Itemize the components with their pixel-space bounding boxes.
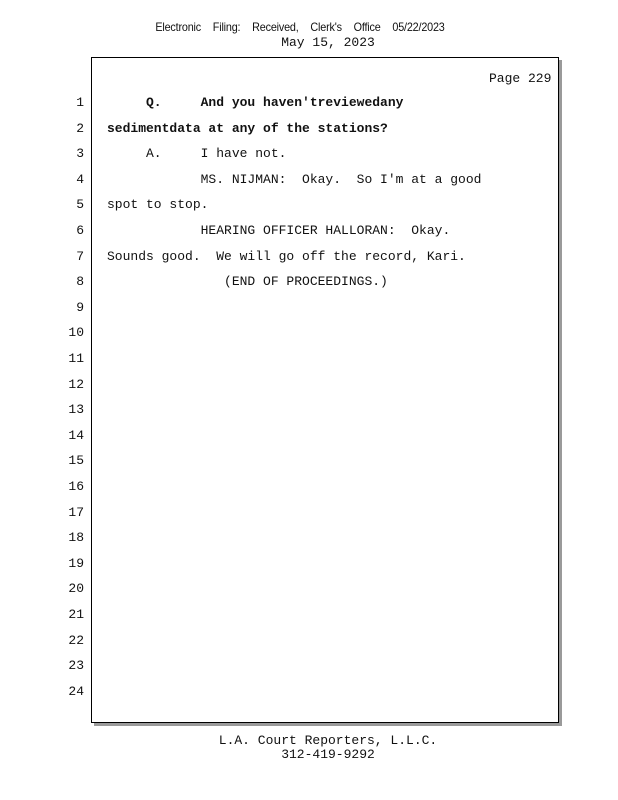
line-number: 23 xyxy=(68,658,84,673)
line-number: 9 xyxy=(76,300,84,315)
line-number: 5 xyxy=(76,197,84,212)
transcript-line-text: MS. NIJMAN: Okay. So I'm at a good xyxy=(107,172,482,187)
transcript-line-text: spot to stop. xyxy=(107,197,209,212)
line-number: 20 xyxy=(68,581,84,596)
transcript-line-text: Sounds good. We will go off the record, Kari. xyxy=(107,249,466,264)
line-number: 21 xyxy=(68,607,84,622)
line-number: 7 xyxy=(76,249,84,264)
electronic-filing-stamp: Electronic Filing: Received, Clerk's Office 05/22/2023 xyxy=(155,20,445,34)
line-number: 11 xyxy=(68,351,84,366)
line-number: 24 xyxy=(68,684,84,699)
line-number: 4 xyxy=(76,172,84,187)
line-number: 22 xyxy=(68,633,84,648)
transcript-line-text: A. I have not. xyxy=(107,146,287,161)
line-number: 13 xyxy=(68,402,84,417)
line-number: 3 xyxy=(76,146,84,161)
court-reporter-phone: 312-419-9292 xyxy=(281,747,375,762)
line-number: 18 xyxy=(68,530,84,545)
transcript-line-text: HEARING OFFICER HALLORAN: Okay. xyxy=(107,223,451,238)
line-number: 16 xyxy=(68,479,84,494)
transcript-date: May 15, 2023 xyxy=(281,35,375,50)
line-number: 19 xyxy=(68,556,84,571)
transcript-line-text: sedimentdata at any of the stations? xyxy=(107,121,388,136)
transcript-line-text: Q. And you haven'treviewedany xyxy=(107,95,404,110)
page-number: Page 229 xyxy=(489,71,552,86)
line-number: 17 xyxy=(68,505,84,520)
line-number: 14 xyxy=(68,428,84,443)
line-number: 8 xyxy=(76,274,84,289)
transcript-line-text: (END OF PROCEEDINGS.) xyxy=(107,274,388,289)
line-number: 15 xyxy=(68,453,84,468)
court-reporter-name: L.A. Court Reporters, L.L.C. xyxy=(218,733,438,748)
line-number: 6 xyxy=(76,223,84,238)
line-number: 12 xyxy=(68,377,84,392)
line-number: 10 xyxy=(68,325,84,340)
line-number: 2 xyxy=(76,121,84,136)
line-number: 1 xyxy=(76,95,84,110)
